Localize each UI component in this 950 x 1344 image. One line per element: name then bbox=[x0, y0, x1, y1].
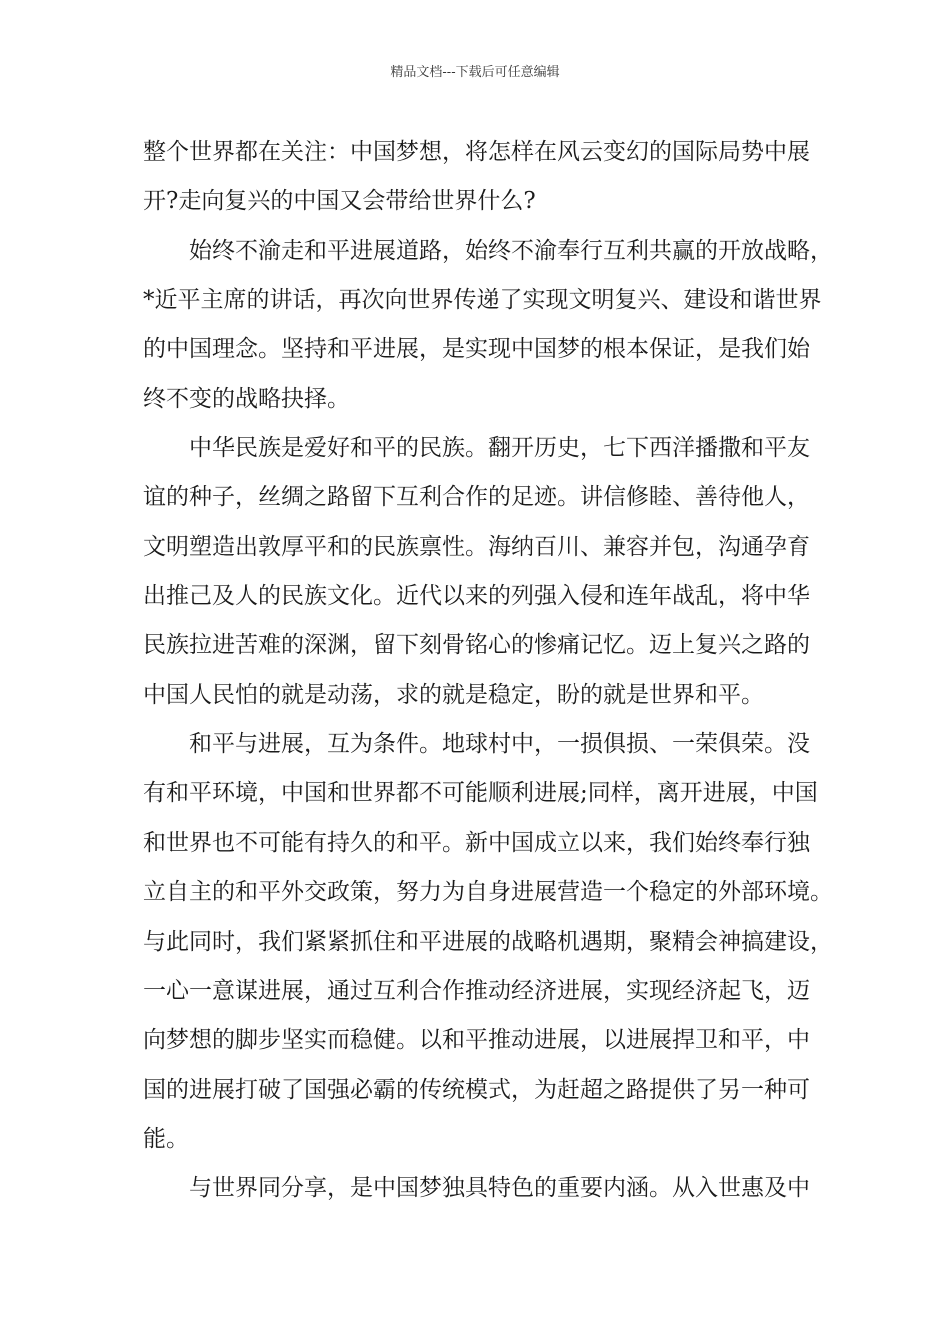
text-line: 中华民族是爱好和平的民族。翻开历史，七下西洋播撒和平友 bbox=[189, 435, 810, 462]
paragraph bbox=[143, 720, 833, 1164]
text-line: 和世界也不可能有持久的和平。新中国成立以来，我们始终奉行独 bbox=[143, 829, 810, 856]
text-line: 始终不渝走和平进展道路，始终不渝奉行互利共赢的开放战略， bbox=[189, 237, 833, 264]
text-line: 的中国理念。坚持和平进展，是实现中国梦的根本保证，是我们始 bbox=[143, 336, 810, 363]
text-line: 有和平环境，中国和世界都不可能顺利进展;同样，离开进展，中国 bbox=[143, 780, 818, 807]
text-line: 与世界同分享，是中国梦独具特色的重要内涵。从入世惠及中 bbox=[189, 1175, 810, 1202]
paragraph bbox=[143, 128, 828, 227]
text-line: 中国人民怕的就是动荡，求的就是稳定，盼的就是世界和平。 bbox=[143, 681, 764, 708]
paragraph bbox=[143, 1164, 828, 1213]
text-line: 和平与进展，互为条件。地球村中，一损俱损、一荣俱荣。没 bbox=[189, 731, 810, 758]
document-body bbox=[143, 128, 833, 1214]
text-line: 国的进展打破了国强必霸的传统模式，为赶超之路提供了另一种可 bbox=[143, 1076, 810, 1103]
text-line: 与此同时，我们紧紧抓住和平进展的战略机遇期，聚精会神搞建设， bbox=[143, 928, 833, 955]
page-header: 精品文档---下载后可任意编辑 bbox=[390, 65, 560, 80]
paragraph bbox=[143, 227, 833, 424]
text-line: 能。 bbox=[143, 1125, 189, 1152]
text-line: 立自主的和平外交政策，努力为自身进展营造一个稳定的外部环境。 bbox=[143, 879, 833, 906]
text-line: *近平主席的讲话，再次向世界传递了实现文明复兴、建设和谐世界 bbox=[143, 287, 822, 314]
text-line: 一心一意谋进展，通过互利合作推动经济进展，实现经济起飞，迈 bbox=[143, 977, 810, 1004]
paragraph bbox=[143, 424, 828, 720]
text-line: 谊的种子，丝绸之路留下互利合作的足迹。讲信修睦、善待他人， bbox=[143, 484, 810, 511]
text-line: 整个世界都在关注：中国梦想，将怎样在风云变幻的国际局势中展 bbox=[143, 139, 810, 165]
text-line: 终不变的战略抉择。 bbox=[143, 385, 350, 412]
text-line: 出推己及人的民族文化。近代以来的列强入侵和连年战乱，将中华 bbox=[143, 583, 810, 610]
text-line: 民族拉进苦难的深渊，留下刻骨铭心的惨痛记忆。迈上复兴之路的 bbox=[143, 632, 810, 659]
text-line: 开?走向复兴的中国又会带给世界什么? bbox=[143, 188, 536, 215]
text-line: 向梦想的脚步坚实而稳健。以和平推动进展，以进展捍卫和平，中 bbox=[143, 1027, 810, 1054]
text-line: 文明塑造出敦厚平和的民族禀性。海纳百川、兼容并包，沟通孕育 bbox=[143, 533, 810, 560]
